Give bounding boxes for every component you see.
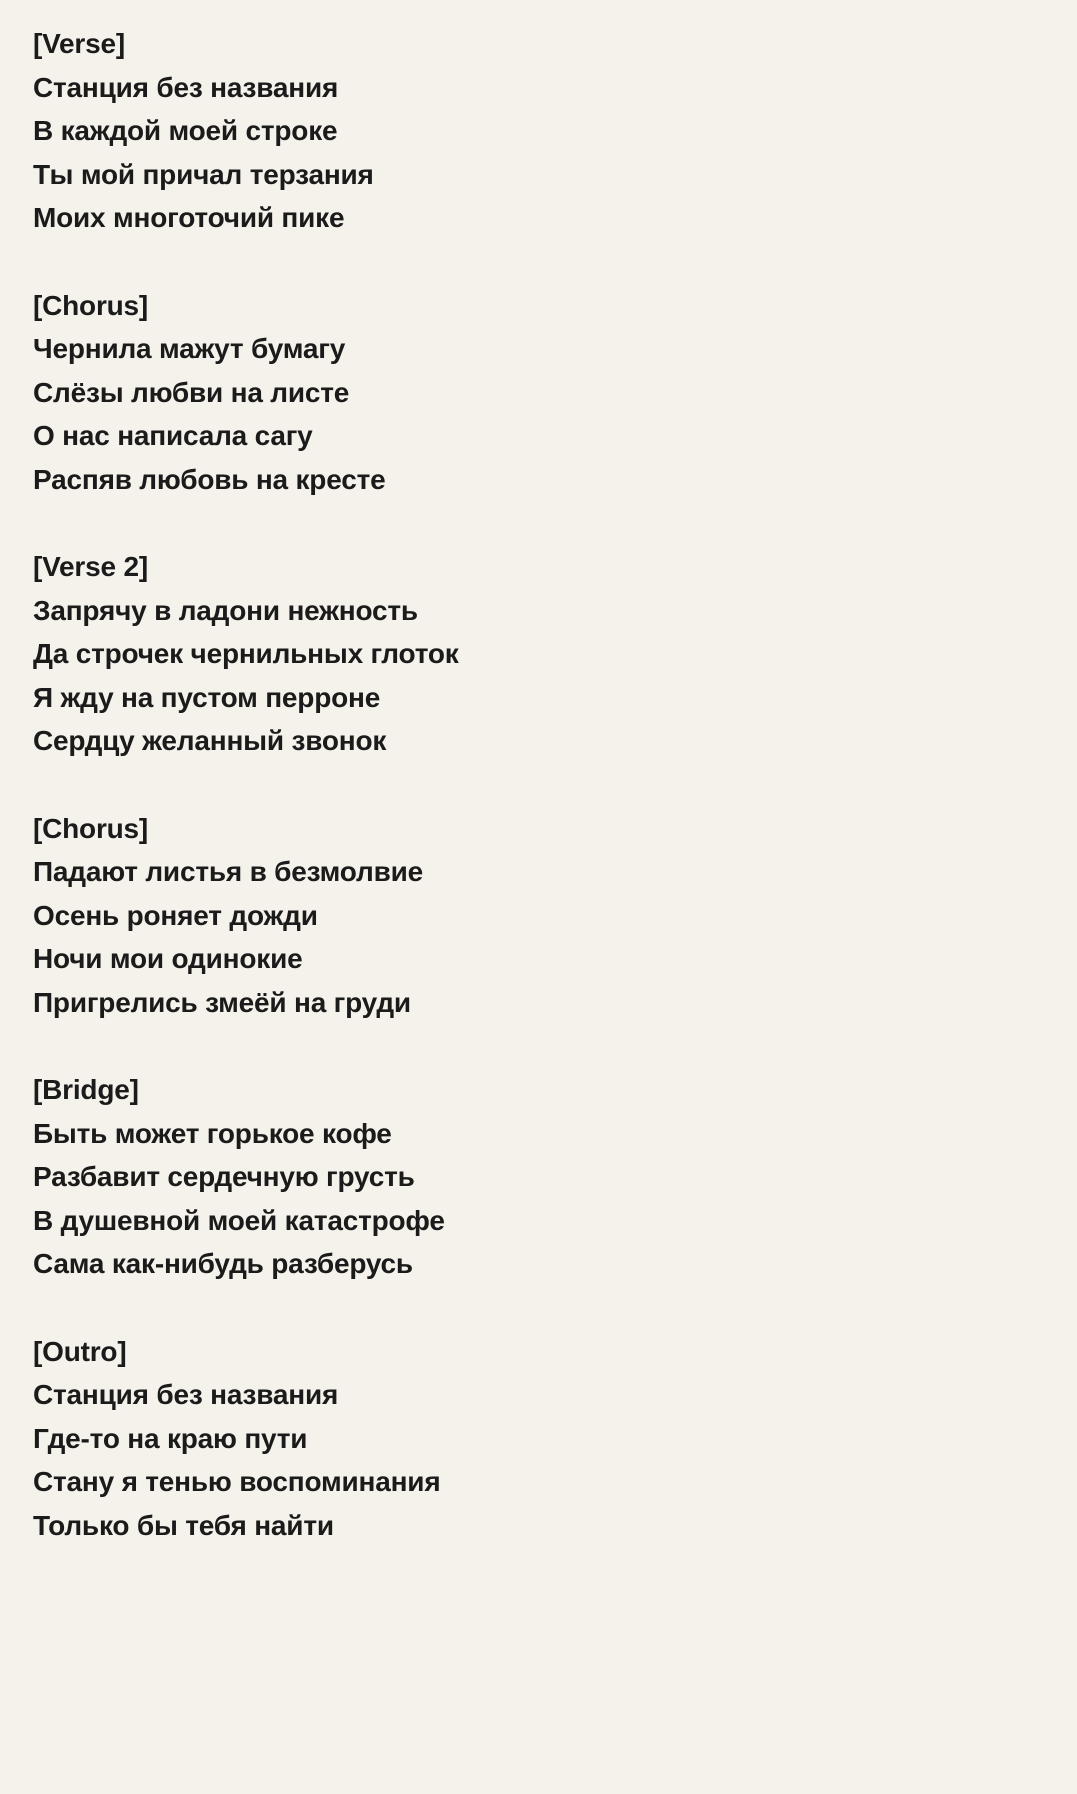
lyric-line: Стану я тенью воспоминания (33, 1466, 441, 1497)
lyric-line: Чернила мажут бумагу (33, 333, 346, 364)
lyric-line: Ночи мои одинокие (33, 943, 303, 974)
lyric-line: Пригрелись змеёй на груди (33, 986, 411, 1018)
section-label: [Chorus] (33, 812, 149, 844)
lyric-line: Слёзы любви на листе (33, 376, 350, 408)
section-label: [Verse 2] (33, 551, 148, 582)
lyric-line: В каждой моей строке (33, 115, 338, 146)
lyric-line: Распяв любовь на кресте (33, 463, 386, 495)
lyric-line: Сама как-нибудь разберусь (33, 1248, 413, 1279)
lyrics-section (33, 807, 1047, 1025)
lyric-line: Только бы тебя найти (33, 1509, 334, 1541)
lyric-line: Падают листья в безмолвие (33, 856, 423, 887)
lyric-line: Где-то на краю пути (33, 1422, 308, 1454)
lyric-line: Сердцу желанный звонок (33, 725, 387, 756)
section-label: [Chorus] (33, 289, 149, 321)
lyric-line: Разбавит сердечную грусть (33, 1161, 415, 1192)
lyrics-section (33, 545, 1047, 763)
lyric-line: Станция без названия (33, 1379, 339, 1410)
lyrics-section (33, 1330, 1047, 1548)
lyric-line: Ты мой причал терзания (33, 158, 374, 190)
lyric-line: Запрячу в ладони нежность (33, 594, 418, 626)
lyric-line: Я жду на пустом перроне (33, 681, 381, 713)
section-label: [Bridge] (33, 1074, 139, 1105)
section-label: [Outro] (33, 1335, 127, 1367)
lyric-line: Станция без названия (33, 71, 339, 103)
lyric-line: В душевной моей катастрофе (33, 1204, 445, 1236)
section-label: [Verse] (33, 28, 125, 59)
lyrics-section (33, 284, 1047, 502)
lyric-line: Осень роняет дожди (33, 899, 318, 931)
lyric-line: Быть может горькое кофе (33, 1117, 392, 1149)
lyrics-section (33, 1068, 1047, 1286)
lyrics-section (33, 22, 1047, 240)
lyric-line: Да строчек чернильных глоток (33, 638, 459, 669)
lyric-line: О нас написала сагу (33, 420, 313, 451)
lyrics-content (33, 22, 1047, 1547)
lyric-line: Моих многоточий пике (33, 202, 345, 233)
